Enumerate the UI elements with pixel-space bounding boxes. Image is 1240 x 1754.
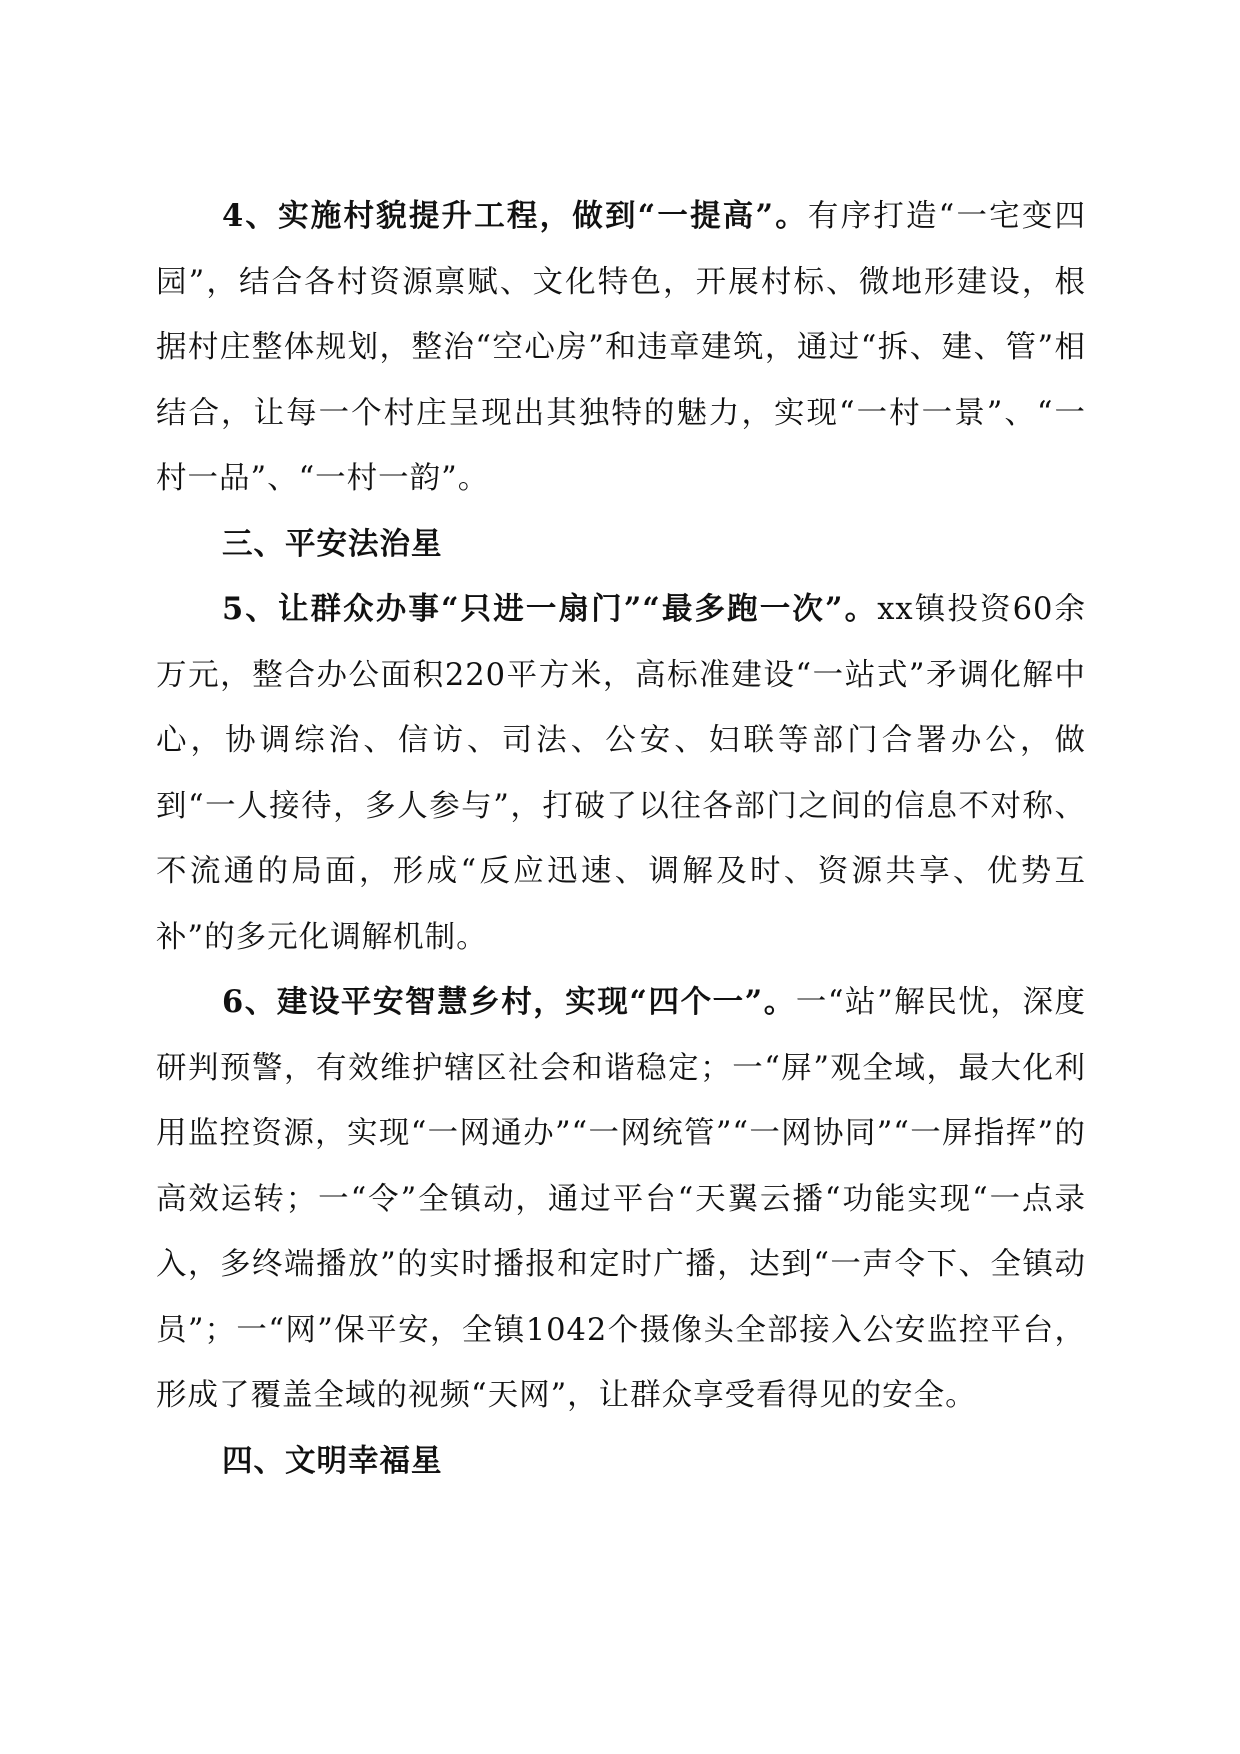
- paragraph-village-appearance: [156, 184, 1086, 512]
- paragraph-smart-village: [156, 970, 1086, 1429]
- paragraph-text: 一“站”解民忧，深度研判预警，有效维护辖区社会和谐稳定；一“屏”观全域，最大化利用监控资源，实现“一网通办”“一网统管”“一网协同”“一屏指挥”的高效运转；一“令”全镇动，通过平台“天翼云播“功能实现“一点录入，多终端播放”的实时播报和定时广播，达到“一声令下、全镇动员”；一“网”保平安，全镇1042个摄像头全部接入公安监控平台，形成了覆盖全域的视频“天网”，让群众享受看得见的安全。: [156, 985, 1086, 1413]
- section-heading-civilization: 四、文明幸福星: [222, 1442, 443, 1479]
- paragraph-text: xx镇投资60余万元，整合办公面积220平方米，高标准建设“一站式”矛调化解中心，协调综治、信访、司法、公安、妇联等部门合署办公，做到“一人接待，多人参与”，打破了以往各部门之间的信息不对称、不流通的局面，形成“反应迅速、调解及时、资源共享、优势互补”的多元化调解机制。: [156, 592, 1086, 955]
- paragraph-one-door-service: [156, 577, 1086, 970]
- document-body: [156, 184, 1086, 1494]
- paragraph-text: 有序打造“一宅变四园”，结合各村资源禀赋、文化特色，开展村标、微地形建设，根据村庄整体规划，整治“空心房”和违章建筑，通过“拆、建、管”相结合，让每一个村庄呈现出其独特的魅力，实现“一村一景”、“一村一品”、“一村一韵”。: [156, 199, 1087, 496]
- paragraph-lead: 6、建设平安智慧乡村，实现“四个一”。: [222, 984, 796, 1020]
- paragraph-lead: 5、让群众办事“只进一扇门”“最多跑一次”。: [222, 591, 878, 627]
- paragraph-lead: 4、实施村貌提升工程，做到“一提高”。: [222, 198, 808, 234]
- section-heading-safety: 三、平安法治星: [222, 525, 443, 562]
